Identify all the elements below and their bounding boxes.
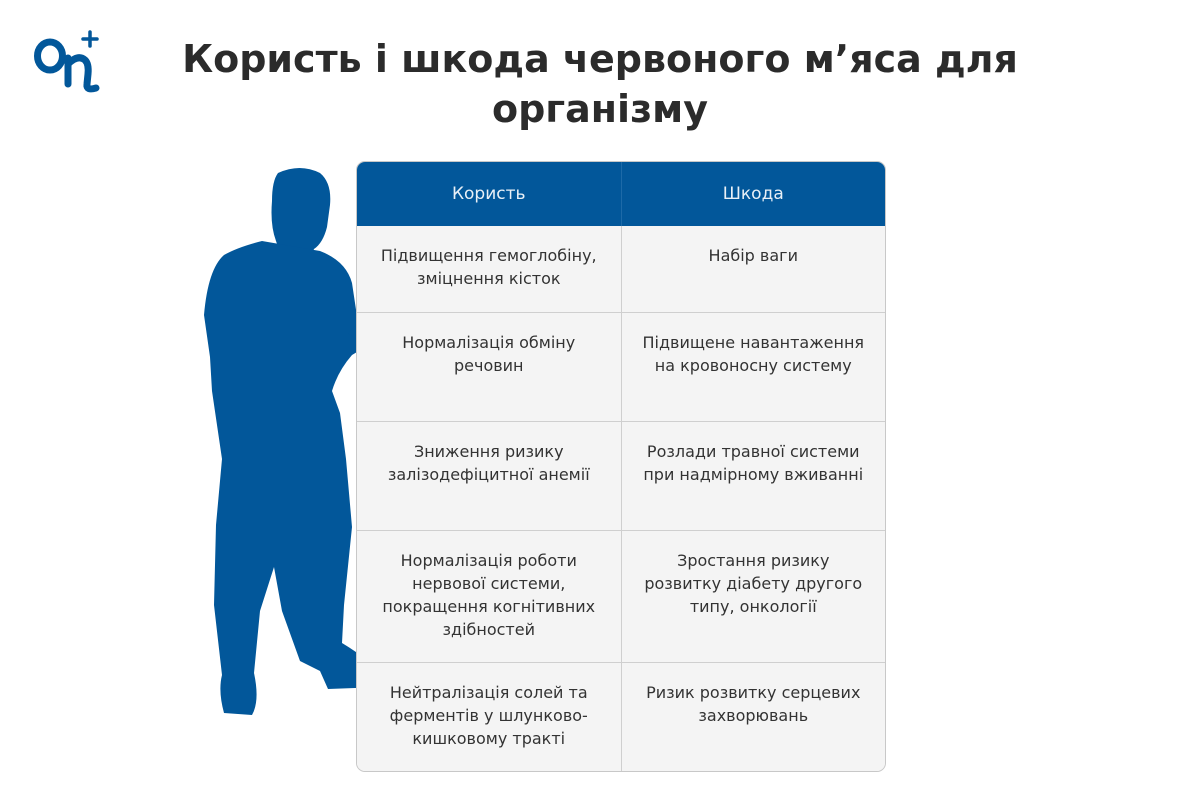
- benefit-cell: Зниження ризику залізодефіцитної анемії: [357, 421, 621, 530]
- table-row: [357, 421, 885, 530]
- benefit-cell: Підвищення гемоглобіну, зміцнення кісток: [357, 226, 621, 312]
- table-row: [357, 312, 885, 421]
- harm-cell: Підвищене навантаження на кровоносну систему: [621, 312, 885, 421]
- benefits-harms-table: [356, 161, 886, 772]
- column-header-harm: Шкода: [621, 162, 885, 226]
- harm-cell: Зростання ризику розвитку діабету другого типу, онкології: [621, 531, 885, 663]
- benefit-cell: Нормалізація роботи нервової системи, покращення когнітивних здібностей: [357, 531, 621, 663]
- table-row: [357, 226, 885, 312]
- benefit-cell: Нормалізація обміну речовин: [357, 312, 621, 421]
- harm-cell: Набір ваги: [621, 226, 885, 312]
- page-title: Користь і шкода червоного м’яса для організму: [182, 37, 1018, 131]
- column-header-benefit: Користь: [357, 162, 621, 226]
- on-plus-logo-icon: [32, 28, 104, 94]
- benefit-cell: Нейтралізація солей та ферментів у шлунково-кишковому тракті: [357, 663, 621, 771]
- harm-cell: Ризик розвитку серцевих захворювань: [621, 663, 885, 771]
- table-row: [357, 531, 885, 663]
- table-header-row: [357, 162, 885, 226]
- table-row: [357, 663, 885, 771]
- harm-cell: Розлади травної системи при надмірному вживанні: [621, 421, 885, 530]
